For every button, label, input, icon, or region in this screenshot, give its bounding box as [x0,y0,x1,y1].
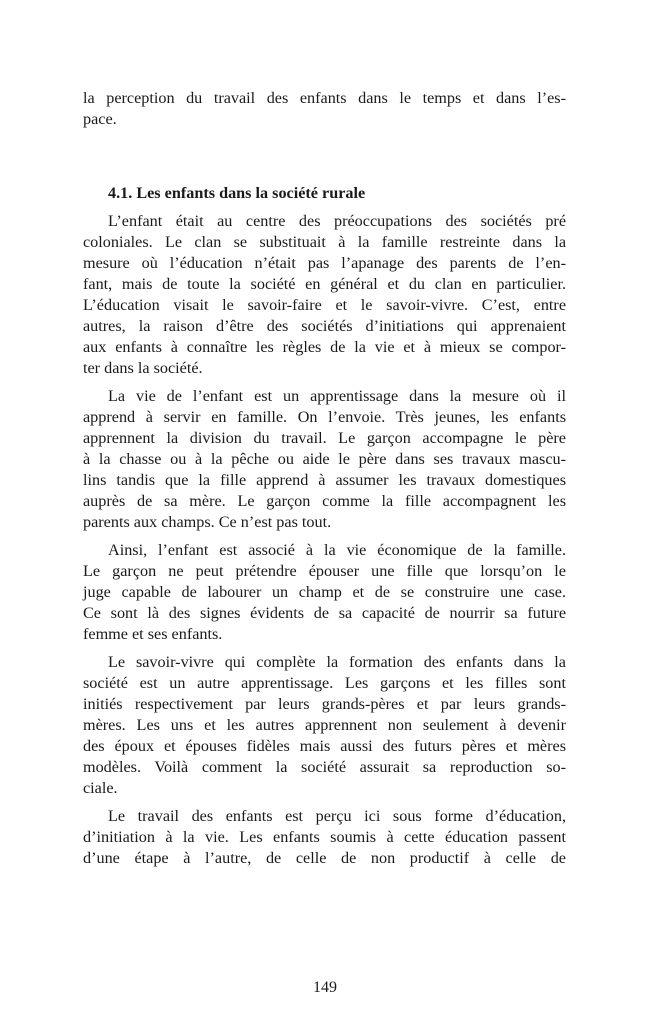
paragraph [83,211,566,379]
text-line: lins tandis que la fille apprend à assumer les travaux domestiques [83,471,566,489]
text-line: parents aux champs. Ce n’est pas tout. [83,513,332,531]
text-line: L’enfant était au centre des préoccupations des sociétés pré [108,212,566,230]
page-number: 149 [313,979,337,996]
text-line: ciale. [83,779,118,797]
text-line: autres, la raison d’être des sociétés d’initiations qui apprenaient [83,317,566,335]
text-line: auprès de sa mère. Le garçon comme la fille accompagnent les [83,492,566,510]
paragraph [83,806,566,869]
text-line: fant, mais de toute la société en général et du clan en particulier. [83,275,566,293]
text-line: la perception du travail des enfants dans le temps et dans l’es- [83,89,566,107]
text-line: modèles. Voilà comment la société assurait sa reproduction so- [83,758,566,776]
section-heading: 4.1. Les enfants dans la société rurale [108,184,366,202]
text-line: femme et ses enfants. [83,625,223,643]
text-line: apprend à servir en famille. On l’envoie. Très jeunes, les enfants [83,408,566,426]
text-line: société est un autre apprentissage. Les garçons et les filles sont [83,674,566,692]
text-line: Ce sont là des signes évidents de sa capacité de nourrir sa future [83,604,566,622]
text-line: à la chasse ou à la pêche ou aide le père dans ses travaux mascu- [83,450,566,468]
text-line: coloniales. Le clan se substituait à la famille restreinte dans la [83,233,566,251]
text-line: ter dans la société. [83,359,203,377]
text-line: L’éducation visait le savoir-faire et le savoir-vivre. C’est, entre [83,296,566,314]
text-line: juge capable de labourer un champ et de se construire une case. [83,583,566,601]
text-line: Le travail des enfants est perçu ici sous forme d’éducation, [108,807,566,825]
text-line: des époux et épouses fidèles mais aussi des futurs pères et mères [83,737,566,755]
text-line: pace. [83,110,117,128]
text-line: La vie de l’enfant est un apprentissage dans la mesure où il [108,387,566,405]
text-line: apprennent la division du travail. Le garçon accompagne le père [83,429,566,447]
text-line: aux enfants à connaître les règles de la vie et à mieux se compor- [83,338,566,356]
text-line: initiés respectivement par leurs grands-pères et par leurs grands- [83,695,566,713]
text-line: d’initiation à la vie. Les enfants soumis à cette éducation passent [83,828,566,846]
text-line: Le savoir-vivre qui complète la formation des enfants dans la [108,653,566,671]
text-line: mères. Les uns et les autres apprennent non seulement à devenir [83,716,566,734]
text-line: mesure où l’éducation n’était pas l’apanage des parents de l’en- [83,254,566,272]
page-body [83,88,566,876]
text-line: Ainsi, l’enfant est associé à la vie économique de la famille. [108,541,566,559]
paragraph [83,386,566,533]
intro-paragraph [83,88,566,130]
text-line: Le garçon ne peut prétendre épouser une fille que lorsqu’on le [83,562,566,580]
paragraph [83,652,566,799]
paragraph [83,540,566,645]
text-line: d’une étape à l’autre, de celle de non productif à celle de [83,849,566,867]
